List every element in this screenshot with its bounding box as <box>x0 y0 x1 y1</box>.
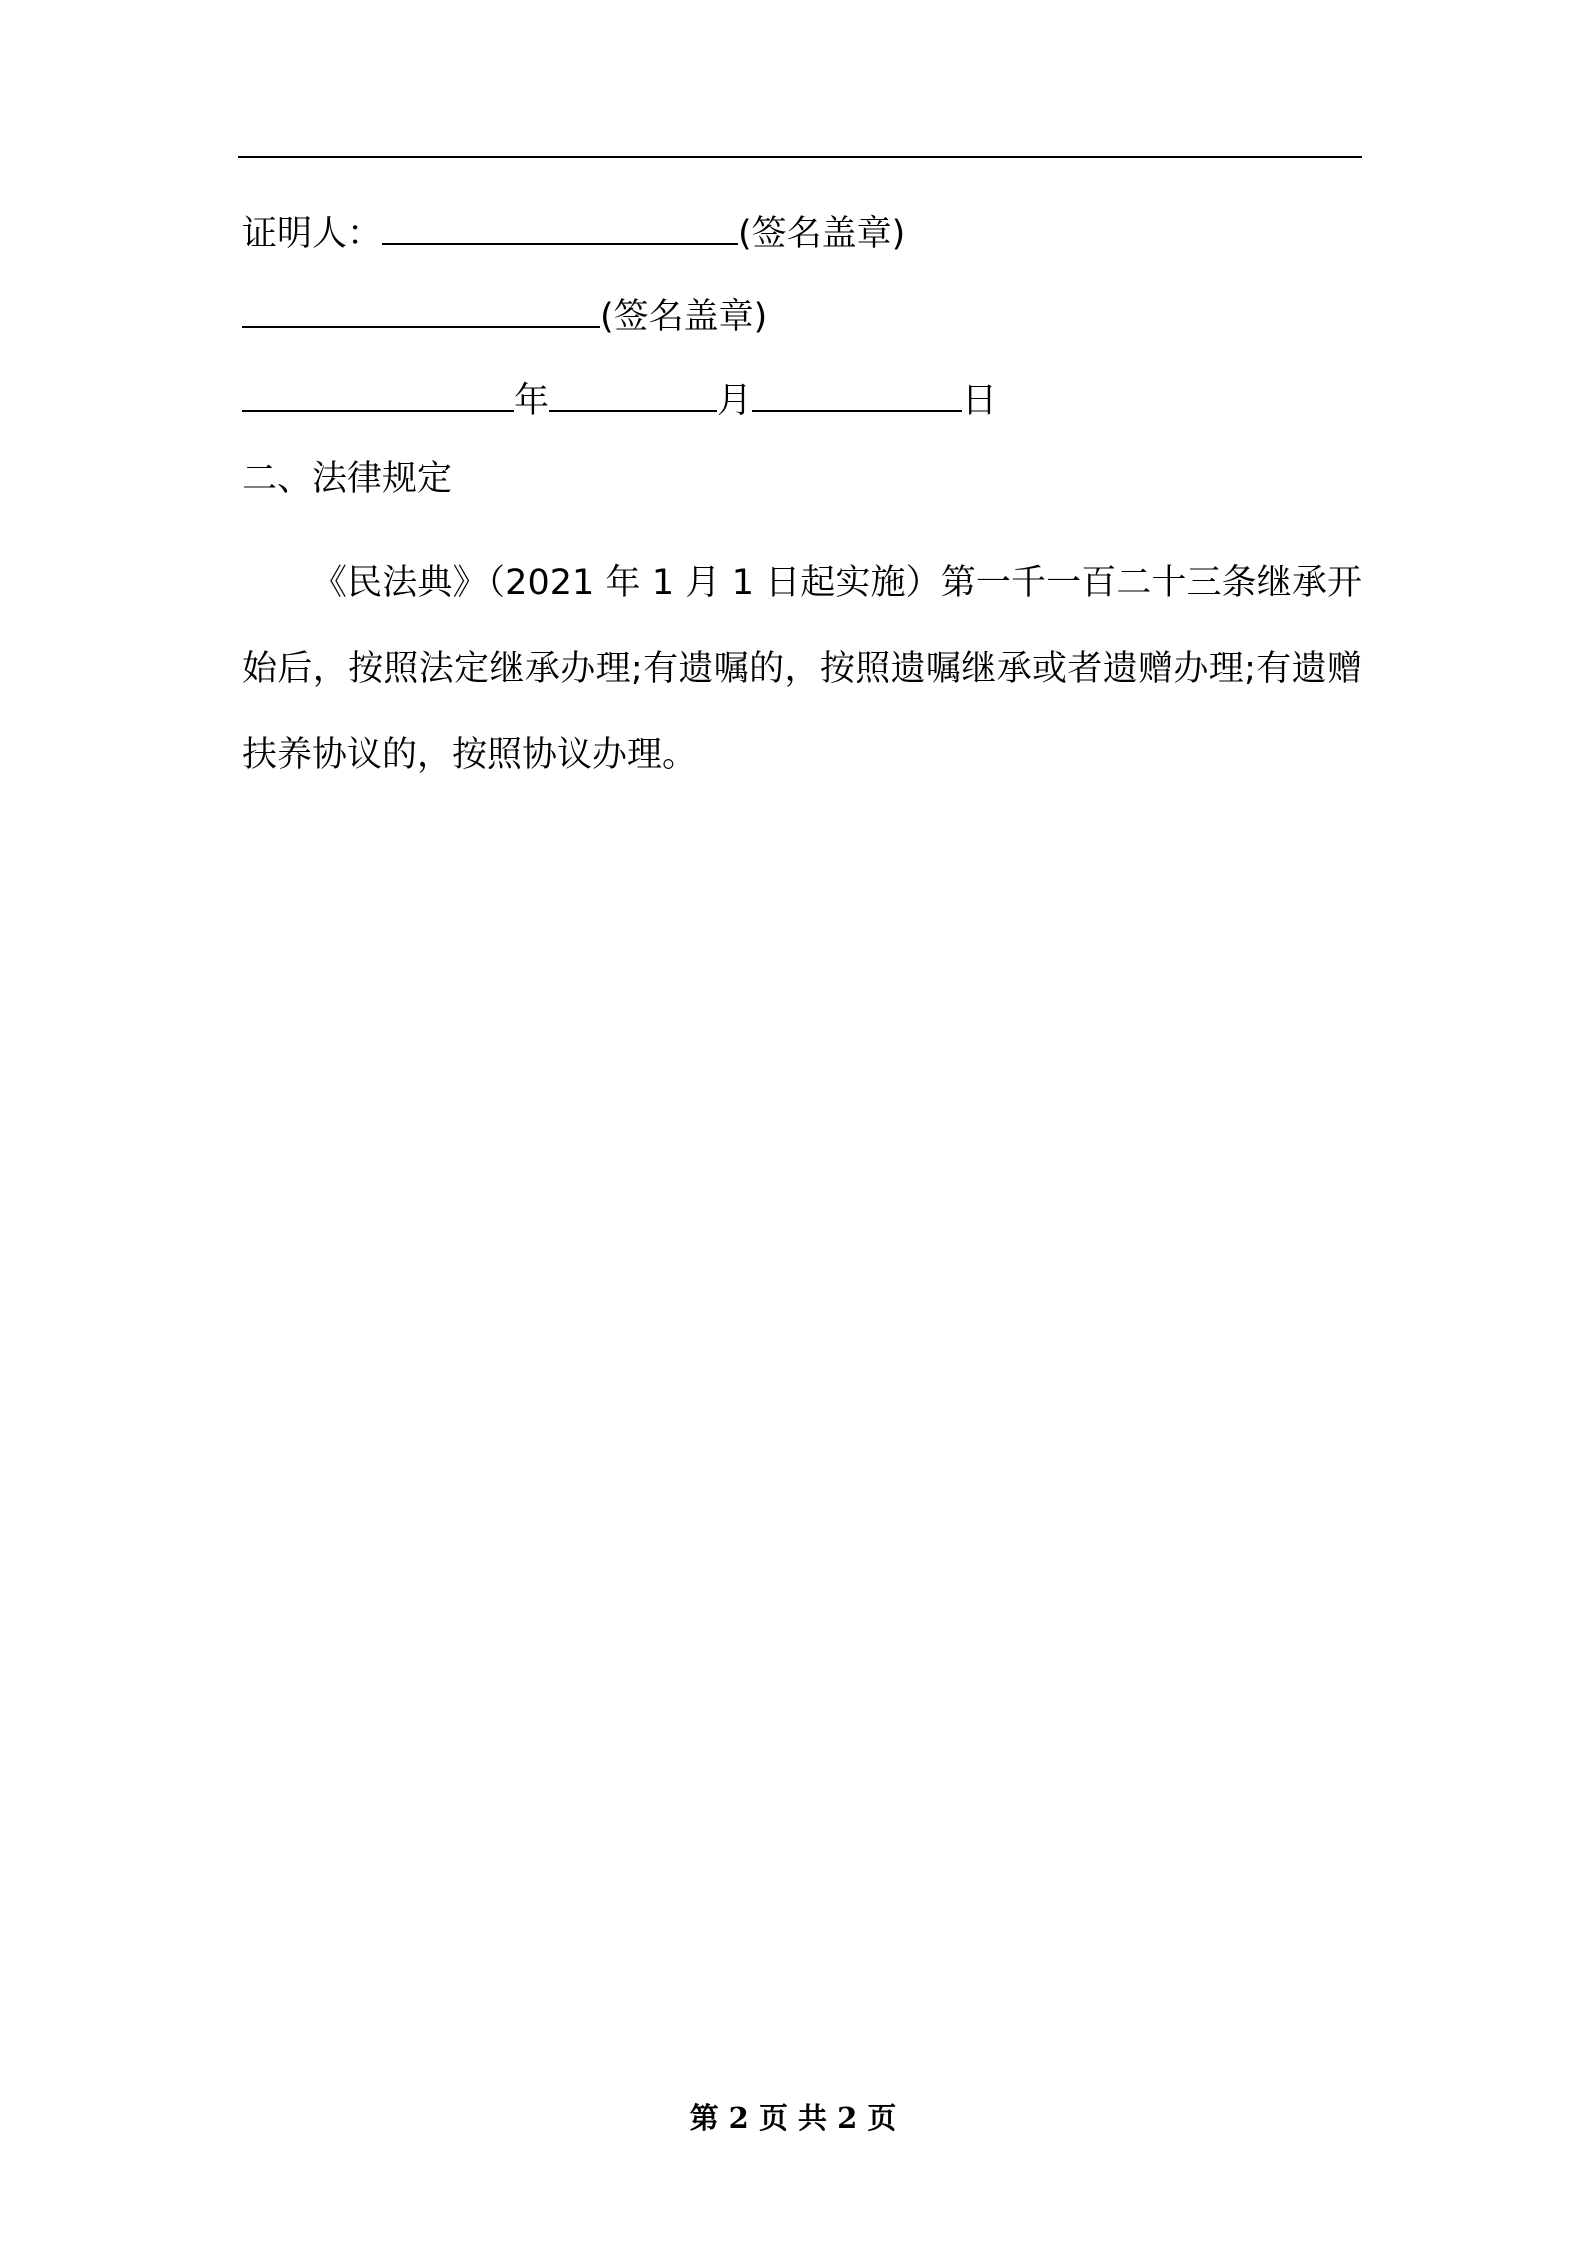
second-signature-line <box>242 290 767 339</box>
section-heading: 二、法律规定 <box>242 459 453 499</box>
seal-note-2: (签名盖章) <box>600 297 768 337</box>
month-label: 月 <box>717 381 753 421</box>
year-label: 年 <box>514 381 550 421</box>
month-blank <box>549 374 717 412</box>
date-line <box>242 374 997 423</box>
second-signature-blank <box>242 290 600 328</box>
witness-signature-blank <box>382 207 738 245</box>
page-number: 第 2 页 共 2 页 <box>689 2101 897 2135</box>
day-label: 日 <box>962 381 998 421</box>
header-rule <box>238 156 1362 158</box>
witness-label: 证明人： <box>242 214 383 254</box>
day-blank <box>752 374 962 412</box>
seal-note-1: (签名盖章) <box>738 214 906 254</box>
law-paragraph: 《民法典》（2021 年 1 月 1 日起实施）第一千一百二十三条继承开始后，按照法定继承办理;有遗嘱的，按照遗嘱继承或者遗赠办理;有遗赠扶养协议的，按照协议办理。 <box>242 563 1362 775</box>
year-blank <box>242 374 514 412</box>
witness-line <box>242 207 905 256</box>
